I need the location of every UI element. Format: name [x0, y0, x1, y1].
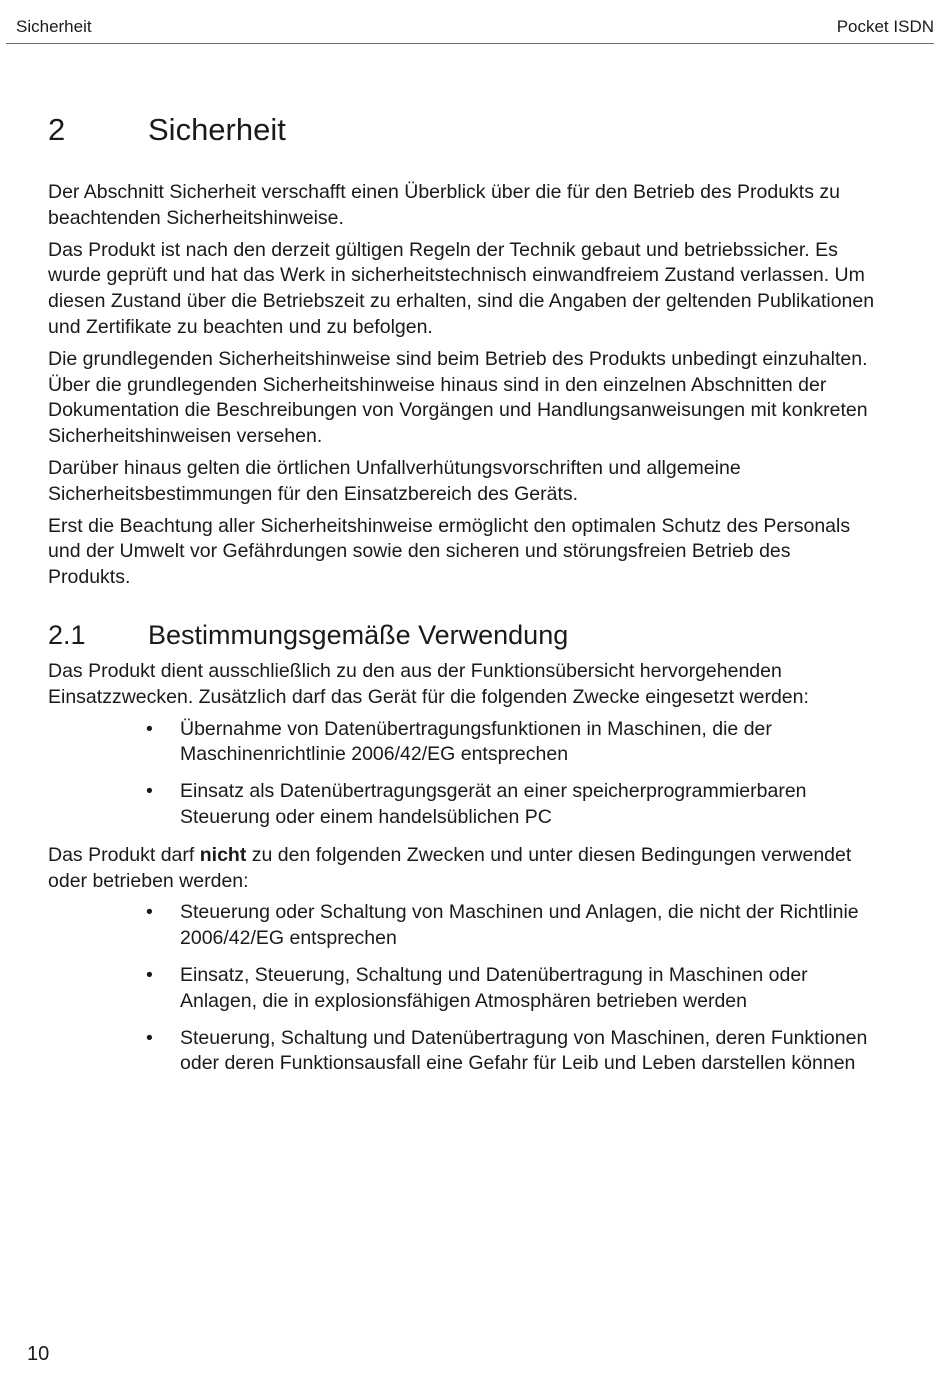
intro-paragraph-4: Darüber hinaus gelten die örtlichen Unfallverhütungsvorschriften und allgemeine Sicherheitsbestimmungen für den Einsatzbereich des Geräts.	[48, 456, 741, 505]
list-item-text: Steuerung oder Schaltung von Maschinen und Anlagen, die nicht der Richtlinie 2006/42/EG entsprechen	[180, 901, 859, 950]
prohibited-intro-start: Das Produkt darf	[48, 843, 200, 866]
prohibited-uses-list	[48, 900, 878, 1077]
list-item-text: Übernahme von Datenübertragungsfunktionen in Maschinen, die der Maschinenrichtlinie 2006/42/EG entsprechen	[180, 717, 772, 766]
prohibited-intro-end: zu den folgenden Zwecken und unter diesen Bedingungen verwendet oder betrieben werden:	[48, 843, 852, 892]
list-item	[48, 1026, 878, 1078]
intro-paragraph-1: Der Abschnitt Sicherheit verschafft einen Überblick über die für den Betrieb des Produkts zu beachtenden Sicherheitshinweise.	[48, 181, 840, 229]
bullet-icon: •	[146, 717, 153, 740]
prohibited-intro-paragraph	[48, 843, 878, 895]
page-header	[6, 0, 934, 44]
list-item-text: Steuerung, Schaltung und Datenübertragung von Maschinen, deren Funktionen oder deren Funktionsausfall eine Gefahr für Leib und Leben darstellen können	[180, 1026, 868, 1075]
page-content	[48, 108, 878, 1089]
header-section-name: Sicherheit	[16, 17, 92, 36]
bullet-icon: •	[146, 1026, 153, 1049]
prohibited-emphasis: nicht	[199, 843, 247, 866]
page-number: 10	[27, 1343, 50, 1365]
intro-paragraph-2: Das Produkt ist nach den derzeit gültigen Regeln der Technik gebaut und betriebssicher. Es wurde geprüft und hat das Werk in sicherheitstechnisch einwandfreiem Zustand verlassen. Um diesen Zustand über die Betriebszeit zu erhalten, sind die Angaben der geltenden Publikationen und Zertifikate zu beachten und zu befolgen.	[48, 238, 875, 338]
section-intro-paragraph: Das Produkt dient ausschließlich zu den aus der Funktionsübersicht hervorgehenden Einsatzzwecken. Zusätzlich darf das Gerät für die folgenden Zwecke eingesetzt werden:	[48, 659, 809, 708]
list-item	[48, 717, 878, 769]
list-item	[48, 900, 878, 952]
chapter-title-text: Sicherheit	[148, 112, 286, 147]
chapter-number: 2	[48, 112, 66, 147]
intro-paragraph-3: Die grundlegenden Sicherheitshinweise sind beim Betrieb des Produkts unbedingt einzuhalten. Über die grundlegenden Sicherheitshinweise hinaus sind in den einzelnen Abschnitten der Dokumentation die Beschreibungen von Vorgängen und Handlungsanweisungen mit konkreten Sicherheitshinweisen versehen.	[48, 347, 868, 448]
bullet-icon: •	[146, 901, 153, 924]
chapter-title	[48, 108, 878, 152]
section-title-text: Bestimmungsgemäße Verwendung	[148, 619, 569, 650]
list-item-text: Einsatz als Datenübertragungsgerät an einer speicherprogrammierbaren Steuerung oder einem handelsüblichen PC	[180, 780, 807, 828]
header-product-name: Pocket ISDN	[836, 17, 934, 36]
allowed-uses-list	[48, 717, 878, 831]
list-item-text: Einsatz, Steuerung, Schaltung und Datenübertragung in Maschinen oder Anlagen, die in explosionsfähigen Atmosphären betrieben werden	[180, 963, 808, 1012]
bullet-icon: •	[146, 963, 153, 986]
list-item	[48, 779, 878, 831]
section-title	[48, 617, 878, 653]
section-number: 2.1	[48, 619, 86, 650]
list-item	[48, 963, 878, 1015]
bullet-icon: •	[146, 780, 153, 803]
intro-paragraph-5: Erst die Beachtung aller Sicherheitshinweise ermöglicht den optimalen Schutz des Personals und der Umwelt vor Gefährdungen sowie den sicheren und störungsfreien Betrieb des Produkts.	[48, 514, 851, 589]
